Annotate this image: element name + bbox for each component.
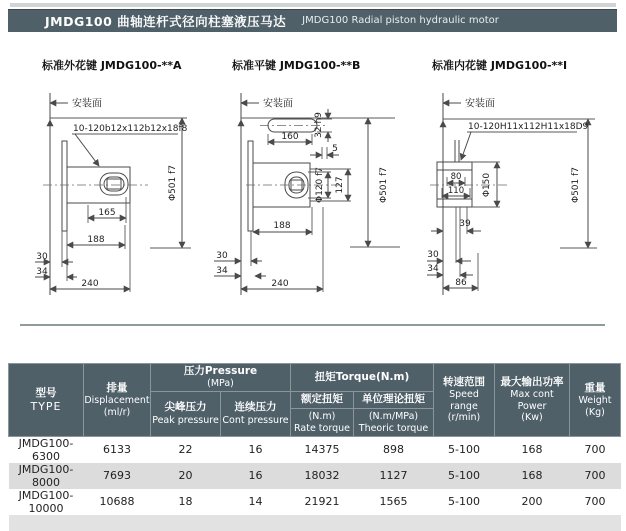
- theoric-label-zh: 单位理论扭矩: [354, 393, 433, 409]
- cell-power: 168: [495, 463, 570, 489]
- drawing-c-heading: 标准内花键 JMDG100-**I: [432, 59, 568, 72]
- col-header-power: [495, 364, 570, 437]
- cell-speed: 5-100: [448, 443, 480, 457]
- dim-80: 80: [450, 172, 462, 182]
- cell-displacement: 10688: [99, 495, 135, 509]
- weight-label-en: Weight: [578, 394, 612, 406]
- cell-displacement: 7693: [84, 463, 151, 489]
- type-label-en: TYPE: [30, 400, 62, 413]
- dim-39: 39: [459, 219, 471, 229]
- power-unit: (Kw): [521, 412, 543, 424]
- rate-label-zh: 额定扭矩: [291, 393, 353, 409]
- speed-label-zh: 转速范围: [443, 375, 485, 388]
- cell-peak: 20: [151, 463, 221, 489]
- col-header-displacement: [84, 364, 151, 437]
- theoric-unit: (N.m/MPa): [368, 411, 419, 423]
- cell-type: JMDG100-6300: [18, 436, 74, 463]
- cont-label-en: Cont pressure: [222, 414, 289, 426]
- pressure-unit: (MPa): [207, 378, 234, 390]
- spec-table: [8, 363, 621, 531]
- cell-speed: 5-100: [434, 463, 495, 489]
- dim-127: 127: [335, 176, 345, 194]
- col-header-weight: [570, 364, 621, 437]
- cell-rate: 18032: [291, 463, 354, 489]
- cell-cont: 16: [248, 443, 263, 457]
- cell-weight: 700: [570, 463, 621, 489]
- dim-240: 240: [81, 279, 99, 289]
- speed-unit: (r/min): [447, 412, 481, 424]
- section-divider: [20, 324, 605, 326]
- type-label-zh: 型号: [35, 386, 57, 399]
- pressure-label-zh: 压力Pressure: [183, 365, 258, 377]
- col-header-rate-torque: [291, 392, 354, 437]
- torque-label-zh: 扭矩Torque(N.m): [314, 370, 410, 383]
- dim-dia120: Φ120 f7: [315, 166, 325, 204]
- cell-power: 168: [521, 443, 543, 457]
- rate-unit: (N.m): [308, 411, 336, 423]
- title-bar: [8, 9, 617, 32]
- page-edge-strip: [10, 3, 616, 7]
- power-label-zh: 最大输出功率: [500, 375, 564, 388]
- rate-label-en: Rate torque: [294, 423, 350, 434]
- cell-theoric: 898: [383, 443, 404, 457]
- page-title-en: JMDG100 Radial piston hydraulic motor: [302, 15, 499, 26]
- dim-110: 110: [447, 186, 465, 196]
- cell-type: JMDG100-8000: [9, 463, 84, 489]
- col-header-speed: [434, 364, 495, 437]
- spline-callout: [72, 134, 178, 166]
- cell-displacement: 6133: [103, 443, 131, 457]
- dim-30: 30: [36, 252, 48, 262]
- col-header-pressure-group: [151, 364, 291, 392]
- drawing-b-heading: 标准平键 JMDG100-**B: [232, 59, 361, 72]
- dim-30: 30: [427, 250, 439, 260]
- peak-label-zh: 尖峰压力: [164, 401, 207, 414]
- dim-188-lines: [67, 225, 125, 281]
- dim-165: 165: [98, 208, 116, 218]
- table-footer-strip: [9, 515, 621, 531]
- cell-theoric: 1127: [354, 463, 434, 489]
- dim-188: 188: [273, 221, 291, 231]
- weight-unit: (Kg): [585, 406, 605, 418]
- col-header-torque-group: [291, 364, 434, 392]
- cell-power: 200: [521, 495, 543, 509]
- dim-188: 188: [87, 235, 105, 245]
- col-header-theoric-torque: [354, 392, 434, 437]
- dim-dia501: Φ501 f7: [168, 164, 178, 202]
- theoric-label-en: Theoric torque: [358, 423, 429, 434]
- cell-theoric: 1565: [379, 495, 408, 509]
- dim-240: 240: [271, 279, 289, 289]
- dim-34: 34: [216, 266, 228, 276]
- page-title: JMDG100 曲轴连杆式径向柱塞液压马达: [45, 13, 287, 29]
- drawing-flat-key: [210, 85, 425, 305]
- dim-86: 86: [455, 278, 467, 288]
- mount-face-label: 安装面: [72, 98, 102, 110]
- dim-dia501: Φ501 f7: [379, 166, 389, 204]
- mount-face-label: 安装面: [465, 98, 495, 110]
- dim-30: 30: [216, 251, 228, 261]
- hub-outline: [430, 140, 510, 277]
- speed-label-en: Speed range: [449, 388, 479, 412]
- cell-type: JMDG100-10000: [18, 488, 74, 515]
- col-header-type: [9, 364, 84, 437]
- spline-spec-label: 10-120H11x112H11x18D9: [468, 122, 589, 132]
- cell-peak: 22: [178, 443, 193, 457]
- col-header-cont-pressure: [221, 392, 291, 437]
- cell-rate: 14375: [304, 443, 340, 457]
- disp-unit: (ml/r): [103, 406, 131, 418]
- motor-outline: [246, 141, 340, 231]
- mount-face-label: 安装面: [263, 98, 293, 110]
- cell-cont: 14: [248, 495, 263, 509]
- weight-label-zh: 重量: [584, 381, 606, 394]
- cell-weight: 700: [584, 443, 606, 457]
- col-header-peak-pressure: [151, 392, 221, 437]
- disp-label-zh: 排量: [106, 381, 128, 394]
- dim-dia150: Φ150: [482, 172, 492, 198]
- drawing-internal-spline: [425, 85, 626, 305]
- power-label-en: Max cont Power: [510, 388, 554, 412]
- dim-160: 160: [281, 132, 299, 142]
- dim-34: 34: [427, 264, 439, 274]
- drawing-a-heading: 标准外花键 JMDG100-**A: [42, 59, 182, 72]
- peak-label-en: Peak pressure: [152, 414, 219, 426]
- cell-cont: 16: [221, 463, 291, 489]
- dim-5: 5: [332, 144, 338, 154]
- dim-32h9: 32 h9: [314, 112, 324, 138]
- disp-label-en: Displacement: [84, 394, 150, 406]
- table-row: [9, 463, 621, 489]
- cell-speed: 5-100: [448, 495, 480, 509]
- spline-callout: [461, 132, 577, 160]
- dim-34: 34: [36, 267, 48, 277]
- drawing-external-spline: [15, 85, 225, 305]
- cont-label-zh: 连续压力: [234, 401, 277, 414]
- cell-peak: 18: [178, 495, 193, 509]
- spline-spec-label: 10-120b12x112b12x18f8: [73, 124, 188, 134]
- cell-weight: 700: [584, 495, 606, 509]
- cell-rate: 21921: [304, 495, 340, 509]
- dim-dia501: Φ501 f7: [571, 166, 581, 204]
- table-row: [9, 436, 621, 463]
